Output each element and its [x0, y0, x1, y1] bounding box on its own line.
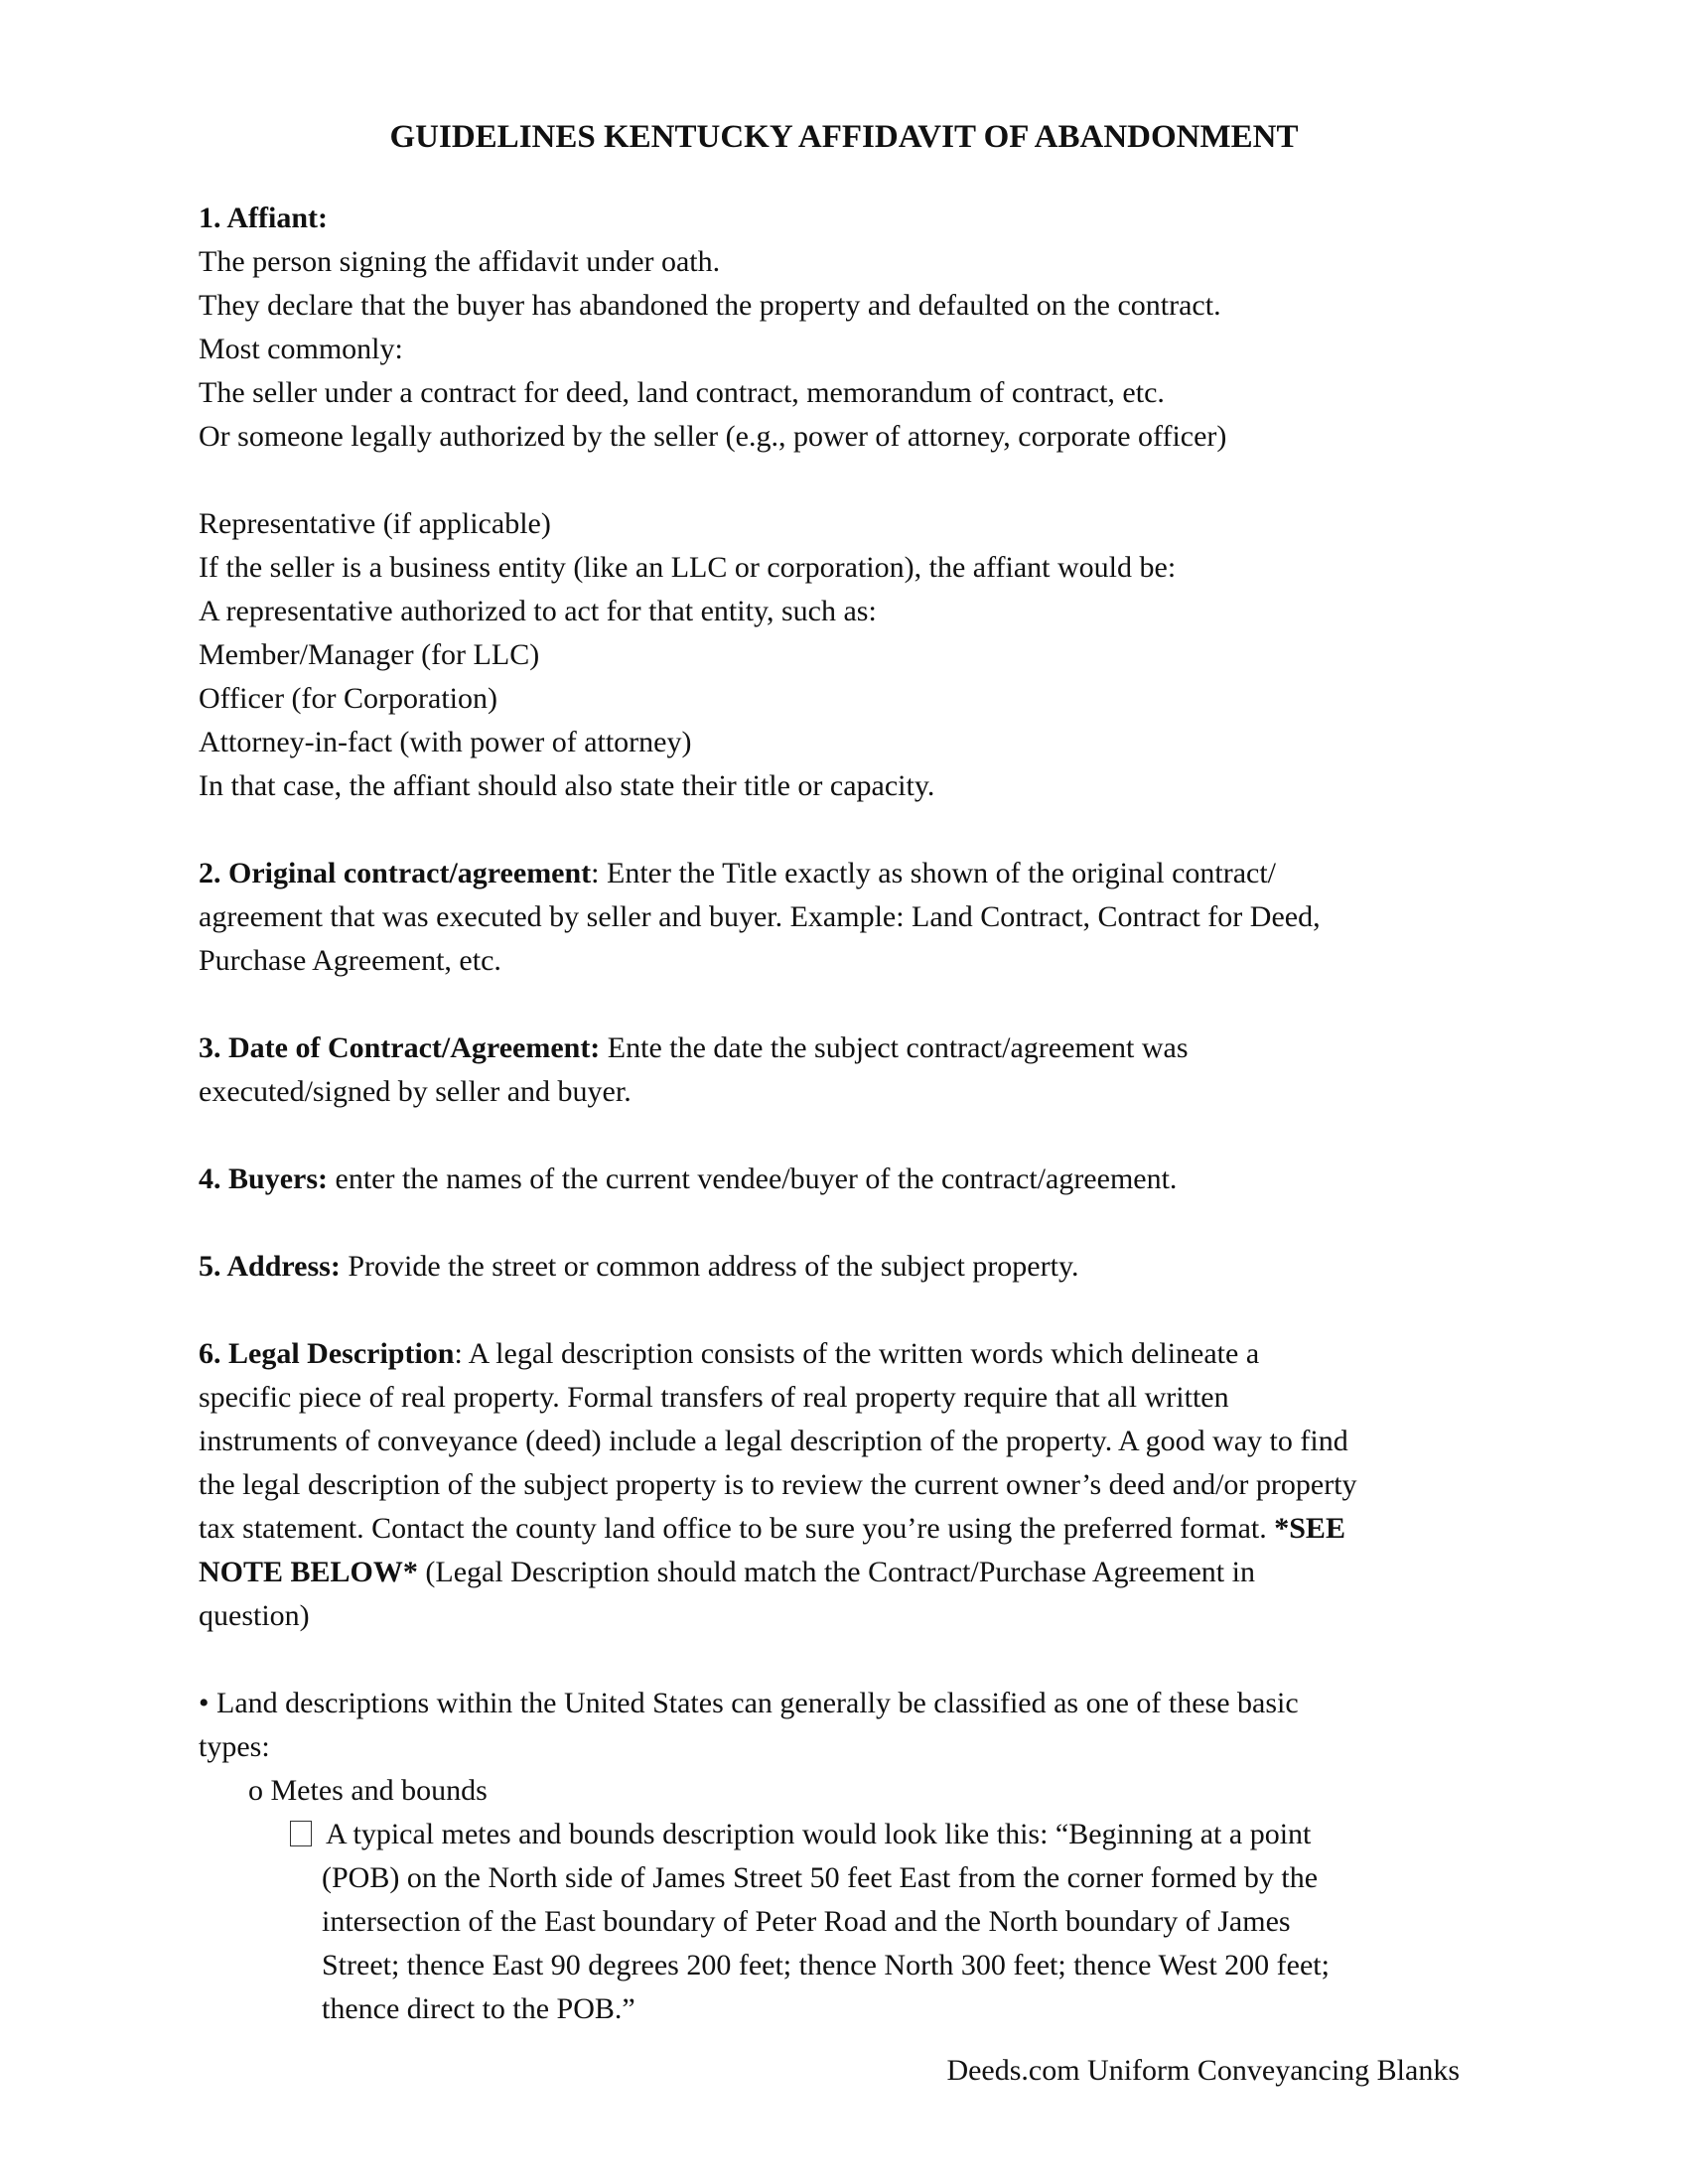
- contract-date-line: executed/signed by seller and buyer.: [199, 1075, 632, 1108]
- legal-description-line: [199, 1507, 1489, 1551]
- legal-description-heading: 6. Legal Description: [199, 1337, 455, 1370]
- document-body: [199, 117, 1489, 2031]
- representative-line: Officer (for Corporation): [199, 682, 497, 715]
- legal-description-text: : A legal description consists of the written words which delineate a: [454, 1337, 1260, 1370]
- affiant-line: The person signing the affidavit under oath.: [199, 245, 721, 278]
- representative-line: A representative authorized to act for that entity, such as:: [199, 595, 877, 627]
- representative-line: In that case, the affiant should also state their title or capacity.: [199, 769, 935, 802]
- affiant-line: Most commonly:: [199, 333, 403, 365]
- paragraph-gap: [199, 1114, 1489, 1158]
- see-note-label: NOTE BELOW*: [199, 1556, 418, 1588]
- original-contract-paragraph: [199, 852, 1489, 895]
- paragraph-gap: [199, 1201, 1489, 1245]
- address-heading: 5. Address:: [199, 1250, 341, 1283]
- metes-bounds-subitem: o Metes and bounds: [248, 1774, 488, 1807]
- representative-line: Member/Manager (for LLC): [199, 638, 540, 671]
- contract-date-heading: 3. Date of Contract/Agreement:: [199, 1031, 601, 1064]
- legal-description-line: question): [199, 1599, 310, 1632]
- paragraph-gap: [199, 983, 1489, 1026]
- original-contract-line: agreement that was executed by seller and buyer. Example: Land Contract, Contract for Deed,: [199, 900, 1321, 933]
- example-text: A typical metes and bounds description would look like this: “Beginning at a point: [326, 1818, 1312, 1850]
- legal-description-text: (Legal Description should match the Contract/Purchase Agreement in: [417, 1556, 1255, 1588]
- legal-description-line: the legal description of the subject property is to review the current owner’s deed and/or property: [199, 1468, 1357, 1501]
- land-types-bullet-cont: types:: [199, 1730, 270, 1763]
- original-contract-text: : Enter the Title exactly as shown of the original contract/: [591, 857, 1277, 889]
- paragraph-gap: [199, 1638, 1489, 1682]
- legal-description-line: [199, 1551, 1489, 1594]
- example-line: thence direct to the POB.”: [322, 1992, 635, 2025]
- metes-bounds-example: [199, 1813, 1489, 1856]
- paragraph-gap: [199, 459, 1489, 502]
- representative-line: Attorney-in-fact (with power of attorney): [199, 726, 692, 758]
- paragraph-gap: [199, 808, 1489, 852]
- representative-line: If the seller is a business entity (like an LLC or corporation), the affiant would be:: [199, 551, 1177, 584]
- original-contract-line: Purchase Agreement, etc.: [199, 944, 501, 977]
- address-paragraph: [199, 1245, 1489, 1289]
- representative-line: Representative (if applicable): [199, 507, 551, 540]
- legal-description-text: tax statement. Contact the county land office to be sure you’re using the preferred format.: [199, 1512, 1275, 1545]
- legal-description-line: instruments of conveyance (deed) include a legal description of the property. A good way to find: [199, 1425, 1348, 1457]
- contract-date-paragraph: [199, 1026, 1489, 1070]
- see-note-label: *SEE: [1274, 1512, 1345, 1545]
- example-line: (POB) on the North side of James Street 50 feet East from the corner formed by the: [322, 1861, 1319, 1894]
- example-line: Street; thence East 90 degrees 200 feet; thence North 300 feet; thence West 200 feet;: [322, 1949, 1330, 1981]
- affiant-line: They declare that the buyer has abandoned the property and defaulted on the contract.: [199, 289, 1221, 322]
- buyers-paragraph: [199, 1158, 1489, 1201]
- affiant-line: Or someone legally authorized by the seller (e.g., power of attorney, corporate officer): [199, 420, 1227, 453]
- contract-date-text: Ente the date the subject contract/agreement was: [600, 1031, 1189, 1064]
- buyers-heading: 4. Buyers:: [199, 1162, 328, 1195]
- original-contract-heading: 2. Original contract/agreement: [199, 857, 592, 889]
- legal-description-paragraph: [199, 1332, 1489, 1376]
- buyers-text: enter the names of the current vendee/buyer of the contract/agreement.: [328, 1162, 1178, 1195]
- land-types-bullet: • Land descriptions within the United States can generally be classified as one of these basic: [199, 1687, 1299, 1719]
- legal-description-line: specific piece of real property. Formal transfers of real property require that all written: [199, 1381, 1229, 1414]
- address-text: Provide the street or common address of the subject property.: [340, 1250, 1079, 1283]
- affiant-heading: 1. Affiant:: [199, 202, 328, 234]
- checkbox-glyph-icon: [290, 1821, 312, 1846]
- document-title: GUIDELINES KENTUCKY AFFIDAVIT OF ABANDONMENT: [389, 119, 1299, 155]
- affiant-line: The seller under a contract for deed, land contract, memorandum of contract, etc.: [199, 376, 1165, 409]
- page-footer: Deeds.com Uniform Conveyancing Blanks: [946, 2054, 1460, 2087]
- example-line: intersection of the East boundary of Peter Road and the North boundary of James: [322, 1905, 1291, 1938]
- paragraph-gap: [199, 1289, 1489, 1332]
